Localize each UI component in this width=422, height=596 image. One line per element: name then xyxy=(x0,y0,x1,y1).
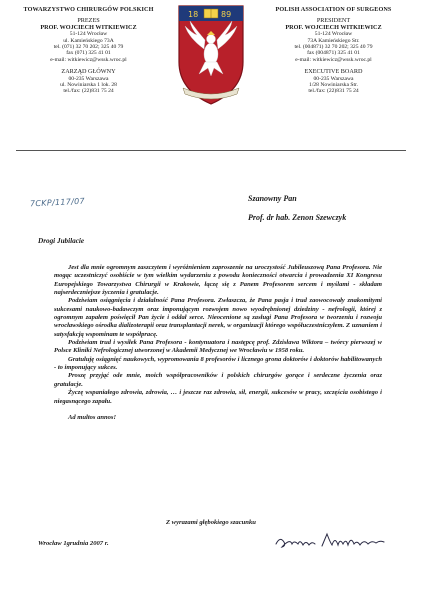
right-fax: fax (004871) 325 41 01 xyxy=(307,50,360,57)
right-role: PRESIDENT xyxy=(316,17,351,25)
right-org-name: POLISH ASSOCIATION OF SURGEONS xyxy=(275,6,392,13)
body-paragraph: Proszę przyjąć ode mnie, moich współpracowników i polskich chirurgów gorące i serdeczne życzenia oraz gratulacje. xyxy=(54,372,382,388)
body-paragraph: Jest dla mnie ogromnym zaszczytem i wyróżnieniem zaproszenie na uroczystość Jubileuszową Pana Profesora. Nie mogąc uczestniczyć osobiście w tym wielkim wydarzeniu z powodu konieczności otwarcia i prowadzenia XI Kongresu Europejskiego Towarzystwa Chirurgii w Krakowie, łączę się z Panem Profesorem sercem i myślami - składam najserdeczniejsze życzenia i gratulacje. xyxy=(54,264,382,297)
left-org-name: TOWARZYSTWO CHIRURGÓW POLSKICH xyxy=(23,6,154,13)
right-president-name: PROF. WOJCIECH WITKIEWICZ xyxy=(285,23,382,31)
recipient-greeting: Szanowny Pan xyxy=(248,194,297,203)
body-paragraph: Gratuluję osiągnięć naukowych, wypromowania 8 profesorów i licznego grona doktorów i doktorów habilitowanych - to imponujący sukces. xyxy=(54,355,382,372)
left-board-phone: tel./fax: (22)831 75 24 xyxy=(63,88,114,95)
letter-body xyxy=(54,264,382,422)
left-board-line: 00-235 Warszawa xyxy=(68,75,109,82)
left-address-line: ul. Kamieńskiego 73A xyxy=(63,37,114,44)
closing-phrase: Z wyrazami głębokiego szacunku xyxy=(166,519,256,526)
handwritten-reference-number: 7CKP/117/07 xyxy=(29,196,86,209)
left-address-line: 51-124 Wrocław xyxy=(69,31,108,38)
left-role: PREZES xyxy=(77,17,100,25)
left-email: e-mail: witkiewicz@wssk.wroc.pl xyxy=(50,56,127,63)
handwritten-signature xyxy=(272,528,392,554)
recipient-name: Prof. dr hab. Zenon Szewczyk xyxy=(248,213,347,222)
right-email: e-mail: witkiewicz@wssk.wroc.pl xyxy=(295,56,372,63)
right-board-line: 00-235 Warszawa xyxy=(313,75,354,82)
right-board-line: 1/28 Nowiniarska Str. xyxy=(309,82,358,89)
body-paragraph: Podziwiam trud i wysiłek Pana Profesora - kontynuatora i następcę prof. Zdzisława Wiktora – twórcy pierwszej w Polsce Kliniki Nefrologicznej utworzonej w Akademii Medycznej we Wrocławiu w 1958 roku. xyxy=(54,339,382,355)
right-board-phone: tel./fax: (22)831 75 24 xyxy=(308,88,359,95)
latin-wish: Ad multos annos! xyxy=(68,413,117,421)
body-paragraph: Życzę wspaniałego zdrowia, zdrowia, … i jeszcze raz zdrowia, sił, energii, sukcesów w pracy, szczęścia osobistego i niegasnącego zapału. xyxy=(54,389,382,405)
left-board-line: ul. Nowiniarska 1 lok. 28 xyxy=(60,82,117,89)
crest-year-left: 18 xyxy=(188,10,199,19)
left-board-title: ZARZĄD GŁÓWNY xyxy=(61,68,116,76)
crest-year-right: 89 xyxy=(221,10,232,19)
society-crest-emblem xyxy=(175,4,247,110)
left-phone: tel. (071) 32 70 202; 325 40 79 xyxy=(53,44,124,51)
place-and-date: Wrocław 1grudnia 2007 r. xyxy=(38,540,109,547)
left-president-name: PROF. WOJCIECH WITKIEWICZ xyxy=(40,23,137,31)
right-address-line: 51-124 Wrocław xyxy=(314,31,353,38)
right-phone: tel. (004871) 32 70 202; 325 40 79 xyxy=(294,44,373,51)
left-fax: fax (071) 325 41 01 xyxy=(66,50,111,57)
right-address-line: 73A Kamieńskiego Str. xyxy=(307,37,360,44)
body-paragraph: Podziwiam osiągnięcia i działalność Pana Profesora. Zwłaszcza, że Pana pasja i trud zaowocowały znakomitymi sukcesami naukowo-badawczym oraz imponującym rozwojem nowo wyodrębnionej dziedziny - nefrologii, której z ogromnym zapałem poświęcił Pan życie i oddał serce. Nieocenione są zasługi Pana Profesora w tworzeniu i rozwoju wrocławskiego ośrodka dializoterapii oraz transplantacji nerek, w organizacji którego współuczestniczyłem. Z uznaniem i satysfakcją wspominam te współpracę. xyxy=(54,297,382,338)
salutation: Drogi Jubilacie xyxy=(38,237,85,245)
left-letterhead xyxy=(16,7,161,95)
right-board-title: EXECUTIVE BOARD xyxy=(304,68,363,76)
header-divider xyxy=(16,150,406,151)
right-letterhead xyxy=(261,7,406,95)
